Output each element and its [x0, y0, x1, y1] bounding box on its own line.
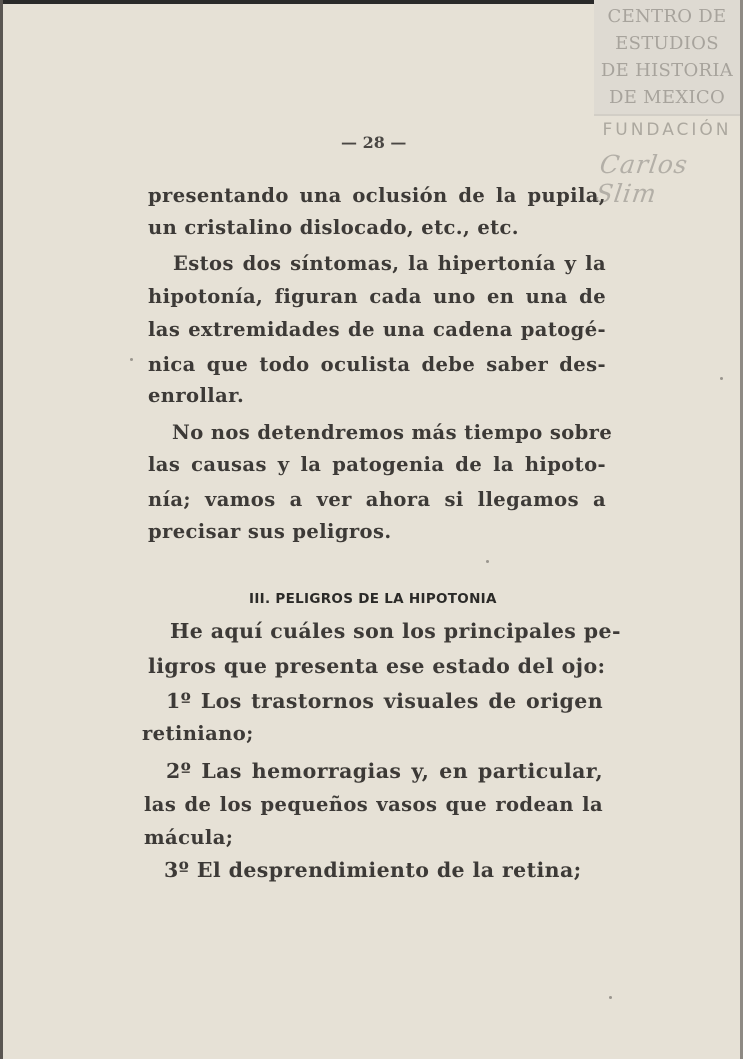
text-line: un cristalino dislocado, etc., etc.: [148, 216, 519, 239]
watermark-divider: [594, 114, 740, 116]
watermark-line: ESTUDIOS: [615, 33, 719, 54]
page-number: — 28 —: [341, 133, 407, 152]
text-line: enrollar.: [148, 384, 245, 407]
text-line: He aquí cuáles son los principales pe-: [170, 619, 621, 643]
archive-watermark: [594, 0, 740, 115]
text-line: las extremidades de una cadena patogé-: [148, 318, 606, 341]
text-line: 2º Las hemorragias y, en particular,: [166, 759, 603, 783]
text-line: Estos dos síntomas, la hipertonía y la: [173, 252, 606, 275]
text-line: mácula;: [144, 826, 234, 849]
text-line: retiniano;: [142, 722, 254, 745]
paper-speck: [720, 377, 723, 380]
watermark-line: DE HISTORIA: [600, 60, 734, 81]
paper-speck: [130, 358, 133, 361]
text-line: No nos detendremos más tiempo sobre: [172, 421, 613, 444]
section-heading: III. PELIGROS DE LA HIPOTONIA: [249, 591, 497, 607]
scan-left-edge: [0, 0, 3, 1059]
paper-speck: [609, 996, 612, 999]
text-line: 3º El desprendimiento de la retina;: [164, 858, 582, 882]
watermark-line: CENTRO DE: [607, 6, 727, 27]
watermark-foundation: FUNDACIÓN: [602, 120, 732, 140]
text-line: las de los pequeños vasos que rodean la: [144, 793, 603, 816]
text-line: 1º Los trastornos visuales de origen: [166, 689, 603, 713]
paper-speck: [486, 560, 489, 563]
text-line: hipotonía, figuran cada uno en una de: [148, 285, 606, 308]
watermark-line: DE MEXICO: [608, 87, 726, 108]
text-line: ligros que presenta ese estado del ojo:: [148, 654, 606, 678]
text-line: nica que todo oculista debe saber des-: [148, 353, 606, 376]
watermark-signature: Carlos Slim: [593, 150, 690, 208]
text-line: las causas y la patogenia de la hipoto-: [148, 453, 606, 476]
text-line: precisar sus peligros.: [148, 520, 392, 543]
text-line: presentando una oclusión de la pupila,: [148, 184, 606, 207]
text-line: nía; vamos a ver ahora si llegamos a: [148, 488, 606, 511]
